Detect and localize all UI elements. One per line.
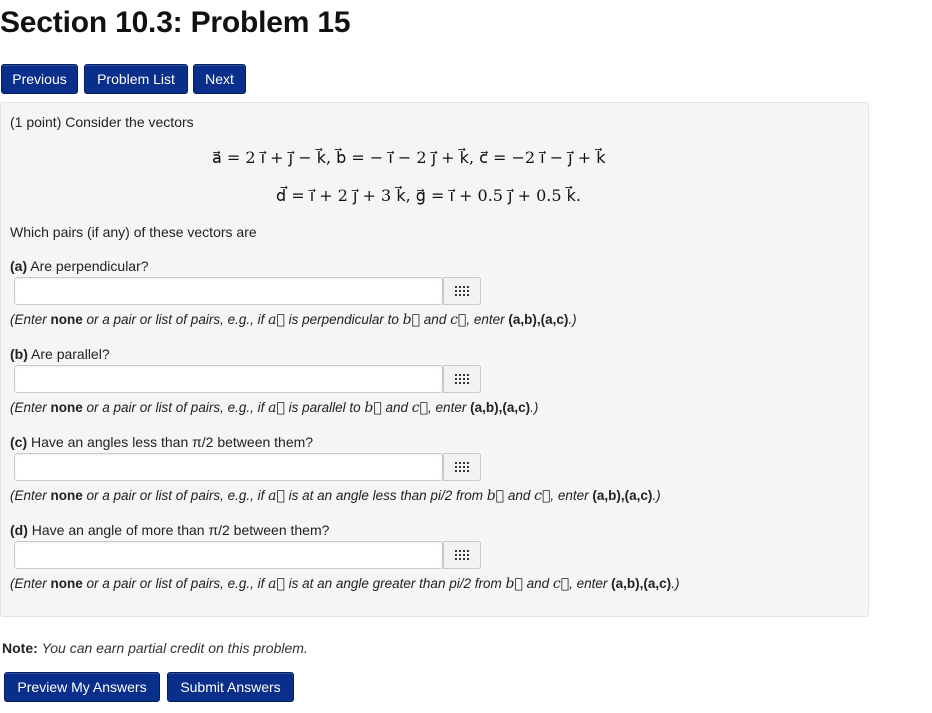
hint-c: (Enter none or a pair or list of pairs, e.g., if a⃗ is at an angle less than pi/2 from b⃗ and c⃗, enter (a,b),(a,c).) <box>10 488 661 504</box>
answer-input-a[interactable] <box>14 277 443 305</box>
hint-b: (Enter none or a pair or list of pairs, e.g., if a⃗ is parallel to b⃗ and c⃗, enter (a,b),(a,c).) <box>10 400 539 416</box>
question-b <box>10 346 110 362</box>
note-label: Note: <box>2 640 38 656</box>
problem-intro: (1 point) Consider the vectors <box>10 114 194 130</box>
grid-icon <box>455 286 469 296</box>
note-text: You can earn partial credit on this problem. <box>41 640 308 656</box>
question-d <box>10 522 329 538</box>
answer-tool-button-d[interactable] <box>443 541 481 569</box>
vector-equations-line-1: a⃗ = 2 i⃗ + j⃗ − k⃗, b⃗ = − i⃗ − 2 j⃗ + k⃗, c⃗ = −2 i⃗ − j⃗ + k⃗ <box>212 148 606 167</box>
answer-tool-button-a[interactable] <box>443 277 481 305</box>
preview-answers-button[interactable]: Preview My Answers <box>4 672 160 702</box>
question-letter: (d) <box>10 522 28 538</box>
next-button[interactable]: Next <box>193 64 246 94</box>
question-text: Are parallel? <box>31 346 110 362</box>
question-letter: (a) <box>10 258 28 274</box>
previous-button[interactable]: Previous <box>1 64 78 94</box>
answer-input-d[interactable] <box>14 541 443 569</box>
problem-list-button[interactable]: Problem List <box>84 64 188 94</box>
answer-input-b[interactable] <box>14 365 443 393</box>
hint-d: (Enter none or a pair or list of pairs, e.g., if a⃗ is at an angle greater than pi/2 from b⃗ and c⃗, enter (a,b),(a,c).) <box>10 576 680 592</box>
answer-tool-button-b[interactable] <box>443 365 481 393</box>
partial-credit-note <box>2 640 308 656</box>
question-c <box>10 434 313 450</box>
problem-panel <box>0 102 869 617</box>
problem-prompt: Which pairs (if any) of these vectors are <box>10 224 257 240</box>
answer-tool-button-c[interactable] <box>443 453 481 481</box>
grid-icon <box>455 462 469 472</box>
submit-answers-button[interactable]: Submit Answers <box>167 672 294 702</box>
page-title: Section 10.3: Problem 15 <box>0 6 351 39</box>
answer-input-c[interactable] <box>14 453 443 481</box>
question-text: Have an angle of more than π/2 between them? <box>31 522 330 538</box>
question-text: Have an angles less than π/2 between them? <box>31 434 314 450</box>
question-text: Are perpendicular? <box>30 258 149 274</box>
grid-icon <box>455 374 469 384</box>
question-letter: (b) <box>10 346 28 362</box>
grid-icon <box>455 550 469 560</box>
vector-equations-line-2: d⃗ = i⃗ + 2 j⃗ + 3 k⃗, g⃗ = i⃗ + 0.5 j⃗ + 0.5 k⃗. <box>276 186 581 205</box>
hint-a: (Enter none or a pair or list of pairs, e.g., if a⃗ is perpendicular to b⃗ and c⃗, enter (a,b),(a,c).) <box>10 312 577 328</box>
question-a <box>10 258 149 274</box>
question-letter: (c) <box>10 434 28 450</box>
